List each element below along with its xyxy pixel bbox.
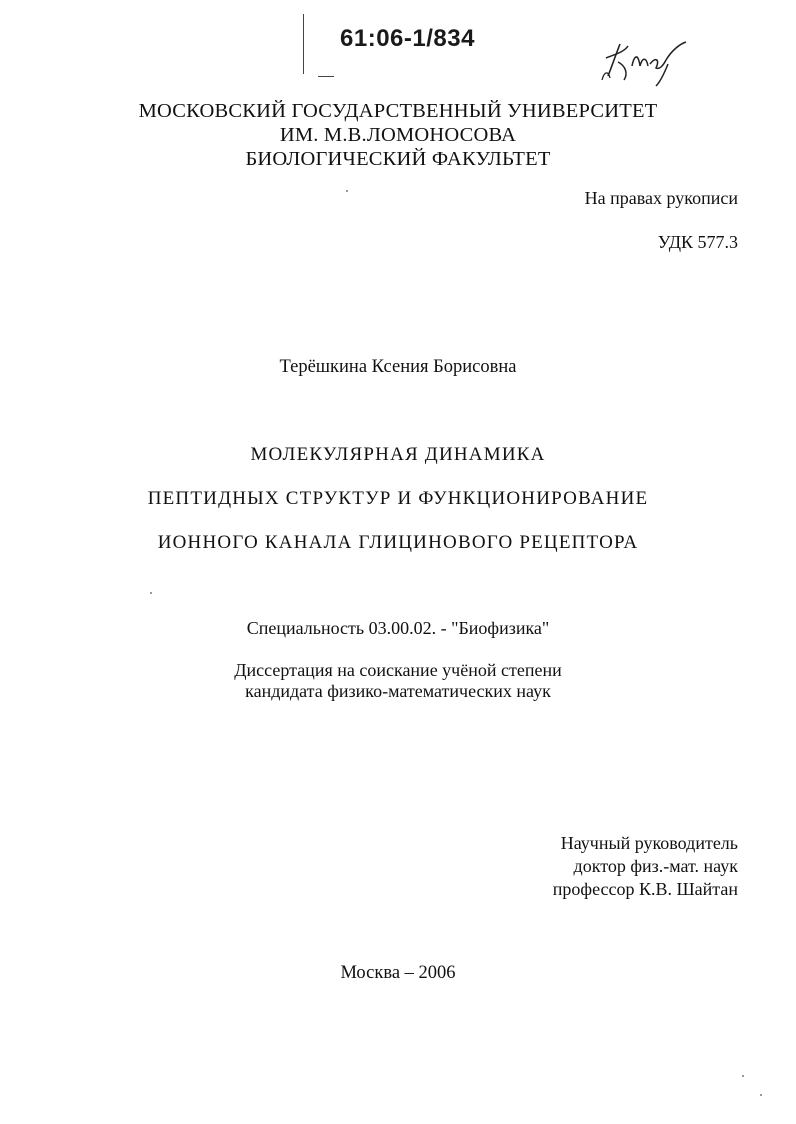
- library-stamp-code: 61:06-1/834: [340, 25, 475, 52]
- scan-speck: [742, 1075, 744, 1077]
- supervisor-name: профессор К.В. Шайтан: [552, 879, 738, 899]
- stamp-vertical-line: [303, 14, 304, 74]
- thesis-title-line-3: ИОННОГО КАНАЛА ГЛИЦИНОВОГО РЕЦЕПТОРА: [157, 532, 639, 553]
- dissertation-degree-block: [0, 660, 796, 702]
- supervisor-block: [553, 832, 738, 901]
- dissertation-line-1: Диссертация на соискание учёной степени: [234, 660, 562, 680]
- thesis-title-line-2: ПЕПТИДНЫХ СТРУКТУР И ФУНКЦИОНИРОВАНИЕ: [147, 488, 649, 509]
- city-year: Москва – 2006: [340, 963, 456, 983]
- university-named-after: ИМ. М.В.ЛОМОНОСОВА: [279, 124, 517, 146]
- supervisor-role: Научный руководитель: [560, 833, 738, 853]
- thesis-title-line-1: МОЛЕКУЛЯРНАЯ ДИНАМИКА: [250, 444, 546, 465]
- dissertation-line-2: кандидата физико-математических наук: [245, 681, 551, 701]
- faculty-name: БИОЛОГИЧЕСКИЙ ФАКУЛЬТЕТ: [245, 148, 551, 170]
- specialty-line: Специальность 03.00.02. - "Биофизика": [246, 618, 550, 638]
- scan-speck: [346, 190, 348, 192]
- university-name: МОСКОВСКИЙ ГОСУДАРСТВЕННЫЙ УНИВЕРСИТЕТ: [138, 100, 658, 122]
- signature-icon: [598, 36, 690, 88]
- scan-speck: [760, 1094, 762, 1096]
- scan-speck: [150, 592, 152, 594]
- udc-code: УДК 577.3: [657, 232, 738, 252]
- author-name: Терёшкина Ксения Борисовна: [279, 357, 517, 377]
- stamp-horizontal-mark: [318, 76, 334, 77]
- supervisor-degree: доктор физ.-мат. наук: [573, 856, 738, 876]
- manuscript-rights-note: На правах рукописи: [584, 188, 738, 208]
